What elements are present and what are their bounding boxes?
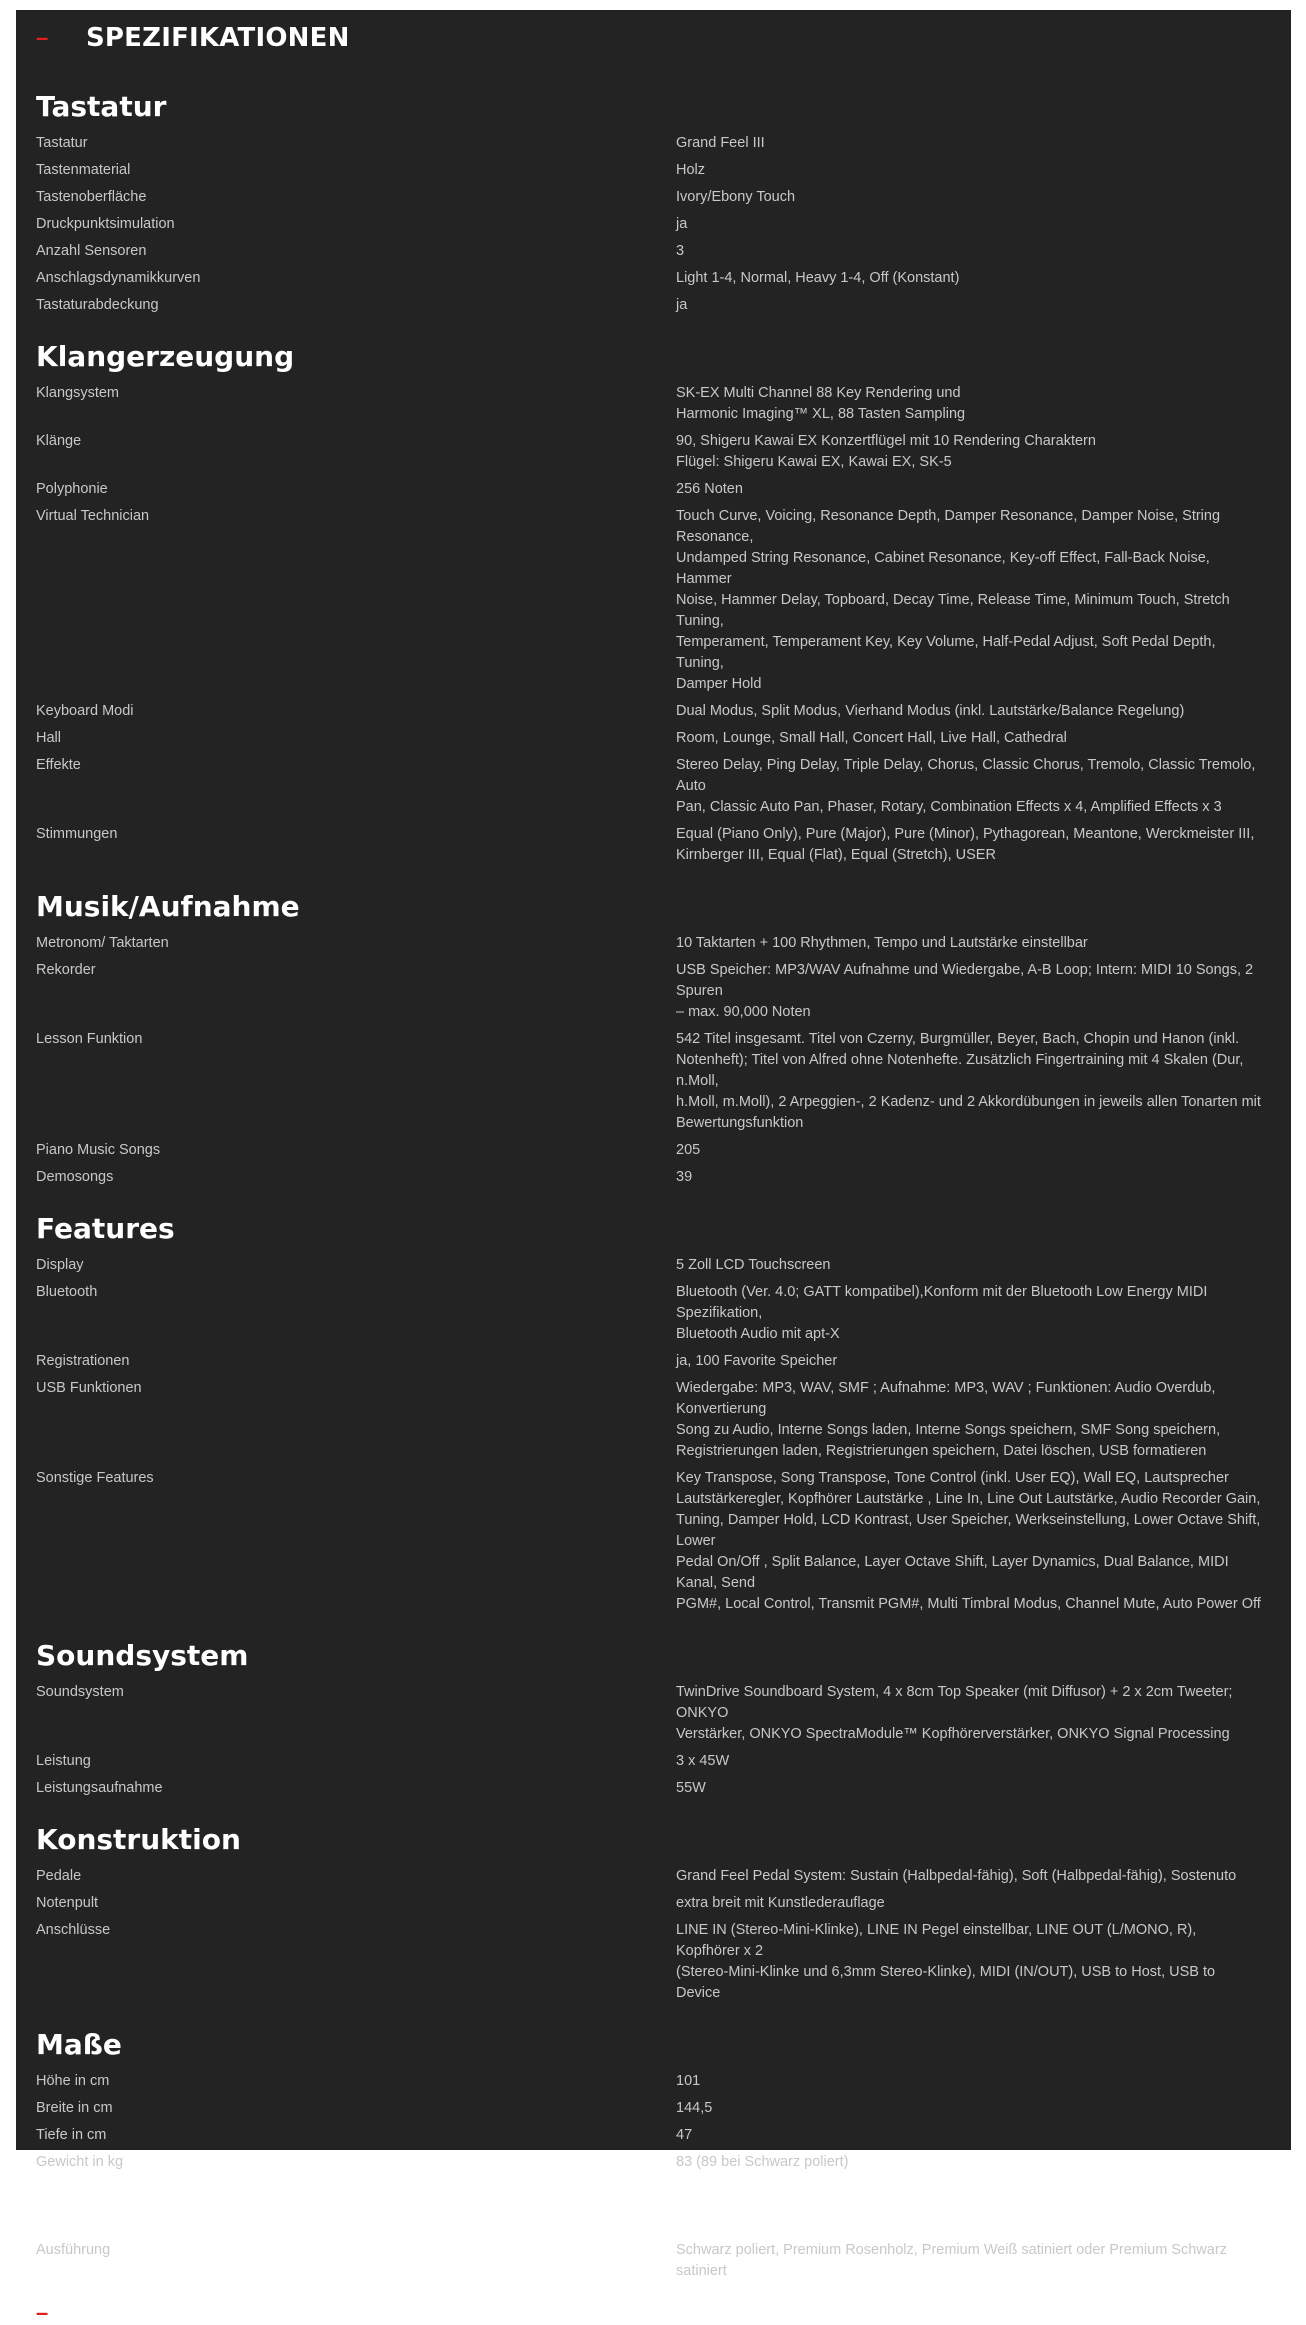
spec-value: 90, Shigeru Kawai EX Konzertflügel mit 10 Rendering Charaktern Flügel: Shigeru Kawai EX, Kawai EX, SK-5 bbox=[676, 433, 1096, 470]
spec-value: 256 Noten bbox=[676, 481, 743, 497]
spec-row bbox=[36, 960, 1271, 1023]
spec-row bbox=[36, 1893, 1271, 1914]
spec-row bbox=[36, 187, 1271, 208]
spec-row bbox=[36, 933, 1271, 954]
spec-label: Leistung bbox=[36, 1753, 91, 1769]
spec-row bbox=[36, 728, 1271, 749]
section-title: Tastatur bbox=[36, 90, 167, 123]
spec-label: Keyboard Modi bbox=[36, 703, 134, 719]
spec-value: Ivory/Ebony Touch bbox=[676, 189, 796, 205]
spec-value: ja bbox=[676, 297, 688, 313]
section-title: Soundsystem bbox=[36, 1639, 249, 1672]
spec-label: Stimmungen bbox=[36, 826, 118, 842]
spec-value: 144,5 bbox=[676, 2100, 713, 2116]
spec-row bbox=[36, 2240, 1271, 2282]
spec-value: USB Speicher: MP3/WAV Aufnahme und Wiedergabe, A-B Loop; Intern: MIDI 10 Songs, 2 Spuren – max. 90,000 Noten bbox=[676, 962, 1254, 1020]
spec-section bbox=[16, 1212, 1291, 1615]
spec-value: Wiedergabe: MP3, WAV, SMF ; Aufnahme: MP3, WAV ; Funktionen: Audio Overdub, Konvertierung Song zu Audio, Interne Songs laden, Interne Songs speichern, SMF Song speichern, Registrierungen laden, Registrierungen speichern, Datei löschen, USB formatieren bbox=[676, 1380, 1221, 1459]
spec-label: Metronom/ Taktarten bbox=[36, 935, 169, 951]
spec-row bbox=[36, 1468, 1271, 1615]
spec-row bbox=[36, 1029, 1271, 1134]
spec-section bbox=[16, 890, 1291, 1188]
spec-row bbox=[36, 241, 1271, 262]
spec-label: Höhe in cm bbox=[36, 2073, 110, 2089]
spec-label: Anzahl Sensoren bbox=[36, 243, 147, 259]
spec-value: Equal (Piano Only), Pure (Major), Pure (Minor), Pythagorean, Meantone, Werckmeister III, Kirnberger III, Equal (Flat), Equal (Stretch), USER bbox=[676, 826, 1255, 863]
spec-row bbox=[36, 755, 1271, 818]
spec-value: Room, Lounge, Small Hall, Concert Hall, Live Hall, Cathedral bbox=[676, 730, 1067, 746]
spec-row bbox=[36, 1778, 1271, 1799]
spec-row bbox=[36, 824, 1271, 866]
spec-row bbox=[36, 2098, 1271, 2119]
spec-value: Dual Modus, Split Modus, Vierhand Modus (inkl. Lautstärke/Balance Regelung) bbox=[676, 703, 1185, 719]
spec-value: 542 Titel insgesamt. Titel von Czerny, Burgmüller, Beyer, Bach, Chopin und Hanon (inkl. Notenheft); Titel von Alfred ohne Notenhefte. Zusätzlich Fingertraining mit 4 Skalen (Dur, n.Moll, h.Moll, m.Moll), 2 Arpeggien-, 2 Kadenz- und 2 Akkordübungen in jeweils allen Tonarten mit Bewertungsfunktion bbox=[676, 1031, 1261, 1131]
spec-value: 39 bbox=[676, 1169, 693, 1185]
spec-value: Light 1-4, Normal, Heavy 1-4, Off (Konstant) bbox=[676, 270, 960, 286]
spec-value: Bluetooth (Ver. 4.0; GATT kompatibel),Konform mit der Bluetooth Low Energy MIDI Spezifikation, Bluetooth Audio mit apt-X bbox=[676, 1284, 1208, 1342]
spec-section bbox=[16, 340, 1291, 866]
spec-value: Key Transpose, Song Transpose, Tone Control (inkl. User EQ), Wall EQ, Lautsprecher Lautstärkeregler, Kopfhörer Lautstärke , Line In, Line Out Lautstärke, Audio Recorder Gain, Tuning, Damper Hold, LCD Kontrast, User Speicher, Werkseinstellung, Lower Octave Shift, Lower Pedal On/Off , Split Balance, Layer Octave Shift, Layer Dynamics, Dual Balance, MIDI Kanal, Send PGM#, Local Control, Transmit PGM#, Multi Timbral Modus, Channel Mute, Auto Power Off bbox=[676, 1470, 1261, 1612]
spec-label: Polyphonie bbox=[36, 481, 108, 497]
spec-row bbox=[36, 295, 1271, 316]
spec-label: Ausführung bbox=[36, 2242, 111, 2258]
spec-sections bbox=[16, 90, 1291, 2282]
spec-value: Schwarz poliert, Premium Rosenholz, Premium Weiß satiniert oder Premium Schwarz satiniert bbox=[676, 2242, 1227, 2279]
spec-row bbox=[36, 1378, 1271, 1462]
spec-row bbox=[36, 1920, 1271, 2004]
spec-row bbox=[36, 1140, 1271, 1161]
spec-label: Hall bbox=[36, 730, 61, 746]
section-title: Konstruktion bbox=[36, 1823, 241, 1856]
spec-row bbox=[36, 701, 1271, 722]
spec-value: 3 bbox=[676, 243, 685, 259]
specs-title: SPEZIFIKATIONEN bbox=[86, 23, 350, 53]
spec-label: Effekte bbox=[36, 757, 81, 773]
spec-row bbox=[36, 160, 1271, 181]
spec-value: 47 bbox=[676, 2127, 693, 2143]
spec-row bbox=[36, 431, 1271, 473]
spec-value: Grand Feel Pedal System: Sustain (Halbpedal-fähig), Soft (Halbpedal-fähig), Sostenuto bbox=[676, 1868, 1237, 1884]
spec-section bbox=[16, 90, 1291, 316]
spec-label: USB Funktionen bbox=[36, 1380, 142, 1396]
spec-row bbox=[36, 1167, 1271, 1188]
section-title: Features bbox=[36, 1212, 175, 1245]
section-title: Farbe bbox=[36, 2197, 126, 2230]
spec-section bbox=[16, 1823, 1291, 2004]
section-title: Musik/Aufnahme bbox=[36, 890, 300, 923]
spec-value: ja bbox=[676, 216, 688, 232]
section-title: Maße bbox=[36, 2028, 122, 2061]
spec-value: 10 Taktarten + 100 Rhythmen, Tempo und Lautstärke einstellbar bbox=[676, 935, 1088, 951]
spec-label: Lesson Funktion bbox=[36, 1031, 143, 1047]
spec-label: Leistungsaufnahme bbox=[36, 1780, 163, 1796]
spec-label: Display bbox=[36, 1257, 84, 1273]
spec-value: Grand Feel III bbox=[676, 135, 765, 151]
spec-label: Tiefe in cm bbox=[36, 2127, 107, 2143]
collapse-dash-icon[interactable]: – bbox=[36, 25, 49, 50]
spec-value: 3 x 45W bbox=[676, 1753, 730, 1769]
spec-label: Notenpult bbox=[36, 1895, 99, 1911]
spec-label: Demosongs bbox=[36, 1169, 114, 1185]
spec-label: Tastaturabdeckung bbox=[36, 297, 159, 313]
spec-section bbox=[16, 1639, 1291, 1799]
spec-label: Tastenmaterial bbox=[36, 162, 131, 178]
spec-label: Rekorder bbox=[36, 962, 96, 978]
spec-label: Breite in cm bbox=[36, 2100, 113, 2116]
spec-value: 83 (89 bei Schwarz poliert) bbox=[676, 2154, 849, 2170]
spec-label: Registrationen bbox=[36, 1353, 130, 1369]
spec-row bbox=[36, 1282, 1271, 1345]
spec-row bbox=[36, 268, 1271, 289]
spec-label: Virtual Technician bbox=[36, 508, 150, 524]
spec-label: Gewicht in kg bbox=[36, 2154, 124, 2170]
spec-value: SK-EX Multi Channel 88 Key Rendering und Harmonic Imaging™ XL, 88 Tasten Sampling bbox=[676, 385, 966, 422]
spec-label: Bluetooth bbox=[36, 1284, 98, 1300]
spec-row bbox=[36, 2125, 1271, 2146]
spec-row bbox=[36, 479, 1271, 500]
spec-value: TwinDrive Soundboard System, 4 x 8cm Top Speaker (mit Diffusor) + 2 x 2cm Tweeter; ONKYO Verstärker, ONKYO SpectraModule™ Kopfhörerverstärker, ONKYO Signal Processing bbox=[676, 1684, 1233, 1742]
section-title: Klangerzeugung bbox=[36, 340, 295, 373]
spec-value: Stereo Delay, Ping Delay, Triple Delay, Chorus, Classic Chorus, Tremolo, Classic Tremolo, Auto Pan, Classic Auto Pan, Phaser, Rotary, Combination Effects x 4, Amplified Effects x 3 bbox=[676, 757, 1256, 815]
spec-row bbox=[36, 1255, 1271, 1276]
spec-label: Klänge bbox=[36, 433, 82, 449]
specifications-panel bbox=[16, 10, 1291, 2325]
spec-row bbox=[36, 383, 1271, 425]
spec-row bbox=[36, 2071, 1271, 2092]
spec-value: 55W bbox=[676, 1780, 706, 1796]
spec-row bbox=[36, 1751, 1271, 1772]
spec-row bbox=[36, 214, 1271, 235]
spec-row bbox=[36, 506, 1271, 695]
spec-label: Sonstige Features bbox=[36, 1470, 154, 1486]
spec-row bbox=[36, 1866, 1271, 1887]
spec-row bbox=[36, 2152, 1271, 2173]
spec-row bbox=[36, 1351, 1271, 1372]
collapse-dash-icon-bottom[interactable]: – bbox=[36, 2300, 49, 2325]
spec-label: Tastatur bbox=[36, 135, 88, 151]
spec-value: Holz bbox=[676, 162, 706, 178]
spec-label: Pedale bbox=[36, 1868, 82, 1884]
spec-label: Piano Music Songs bbox=[36, 1142, 161, 1158]
spec-value: 5 Zoll LCD Touchscreen bbox=[676, 1257, 831, 1273]
spec-label: Anschlagsdynamikkurven bbox=[36, 270, 201, 286]
spec-label: Druckpunktsimulation bbox=[36, 216, 175, 232]
spec-label: Tastenoberfläche bbox=[36, 189, 147, 205]
spec-section bbox=[16, 2197, 1291, 2282]
spec-value: LINE IN (Stereo-Mini-Klinke), LINE IN Pegel einstellbar, LINE OUT (L/MONO, R), Kopfhörer x 2 (Stereo-Mini-Klinke und 6,3mm Stereo-Klinke), MIDI (IN/OUT), USB to Host, USB to Device bbox=[676, 1922, 1216, 2001]
spec-row bbox=[36, 133, 1271, 154]
spec-value: 101 bbox=[676, 2073, 701, 2089]
spec-value: extra breit mit Kunstlederauflage bbox=[676, 1895, 885, 1911]
spec-value: ja, 100 Favorite Speicher bbox=[676, 1353, 838, 1369]
specs-header[interactable] bbox=[16, 10, 1291, 66]
spec-label: Klangsystem bbox=[36, 385, 120, 401]
spec-row bbox=[36, 1682, 1271, 1745]
spec-section bbox=[16, 2028, 1291, 2173]
spec-value: 205 bbox=[676, 1142, 701, 1158]
spec-label: Soundsystem bbox=[36, 1684, 124, 1700]
spec-value: Touch Curve, Voicing, Resonance Depth, Damper Resonance, Damper Noise, String Resonance, Undamped String Resonance, Cabinet Resonance, Key-off Effect, Fall-Back Noise, Hammer Noise, Hammer Delay, Topboard, Decay Time, Release Time, Minimum Touch, Stretch Tuning, Temperament, Temperament Key, Key Volume, Half-Pedal Adjust, Soft Pedal Depth, Tuning, Damper Hold bbox=[676, 508, 1230, 692]
spec-label: Anschlüsse bbox=[36, 1922, 111, 1938]
